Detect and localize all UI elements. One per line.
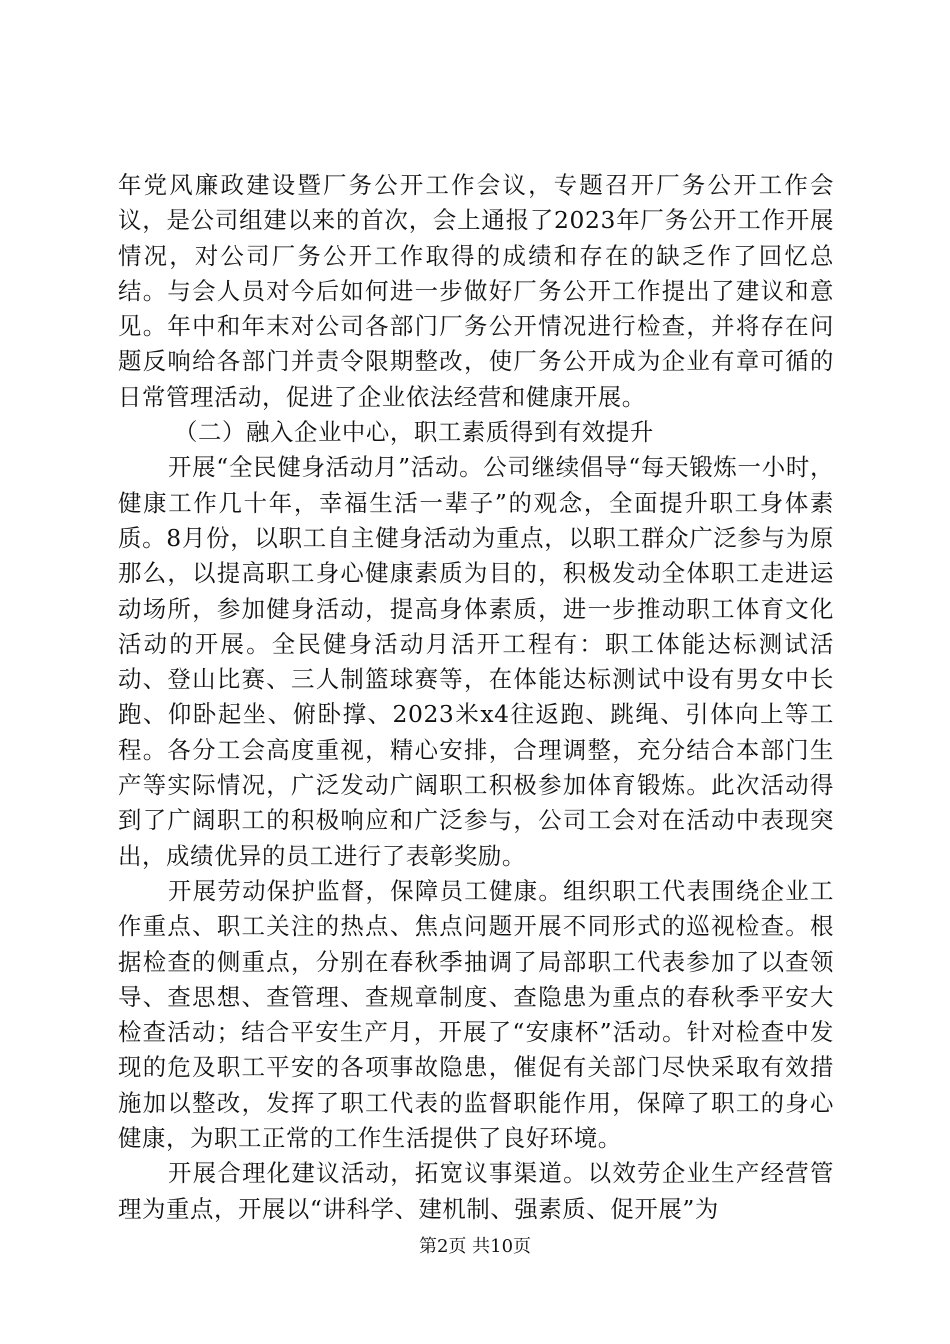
paragraph-fitness-month: 开展“全民健身活动月”活动。公司继续倡导“每天锻炼一小时，健康工作几十年，幸福生活一辈子”的观念，全面提升职工身体素质。8月份，以职工自主健身活动为重点，以职工群众广泛参与为原那么，以提高职工身心健康素质为目的，积极发动全体职工走进运动场所，参加健身活动，提高身体素质，进一步推动职工体育文化活动的开展。全民健身活动月活开工程有：职工体能达标测试活动、登山比赛、三人制篮球赛等，在体能达标测试中设有男女中长跑、仰卧起坐、俯卧撑、2023米x4往返跑、跳绳、引体向上等工程。各分工会高度重视，精心安排，合理调整，充分结合本部门生产等实际情况，广泛发动广阔职工积极参加体育锻炼。此次活动得到了广阔职工的积极响应和广泛参与，公司工会对在活动中表现突出，成绩优异的员工进行了表彰奖励。 (118, 453, 834, 870)
paragraph-labor-protection: 开展劳动保护监督，保障员工健康。组织职工代表围绕企业工作重点、职工关注的热点、焦点问题开展不同形式的巡视检查。根据检查的侧重点，分别在春秋季抽调了局部职工代表参加了以查领导、查思想、查管理、查规章制度、查隐患为重点的春秋季平安大检查活动；结合平安生产月，开展了“安康杯”活动。针对检查中发现的危及职工平安的各项事故隐患，催促有关部门尽快采取有效措施加以整改，发挥了职工代表的监督职能作用，保障了职工的身心健康，为职工正常的工作生活提供了良好环境。 (118, 876, 834, 1153)
document-body (118, 168, 834, 1227)
section-heading-employee-quality: （二）融入企业中心，职工素质得到有效提升 (174, 418, 654, 447)
page-number-footer: 第2页 共10页 (418, 1236, 532, 1257)
paragraph-factory-affairs-meeting: 年党风廉政建设暨厂务公开工作会议，专题召开厂务公开工作会议，是公司组建以来的首次，会上通报了2023年厂务公开工作开展情况，对公司厂务公开工作取得的成绩和存在的缺乏作了回忆总结。与会人员对今后如何进一步做好厂务公开工作提出了建议和意见。年中和年末对公司各部门厂务公开情况进行检查，并将存在问题反响给各部门并责令限期整改，使厂务公开成为企业有章可循的日常管理活动，促进了企业依法经营和健康开展。 (118, 171, 834, 411)
paragraph-rationalization-suggestions: 开展合理化建议活动，拓宽议事渠道。以效劳企业生产经营管理为重点，开展以“讲科学、建机制、强素质、促开展”为 (118, 1159, 834, 1223)
